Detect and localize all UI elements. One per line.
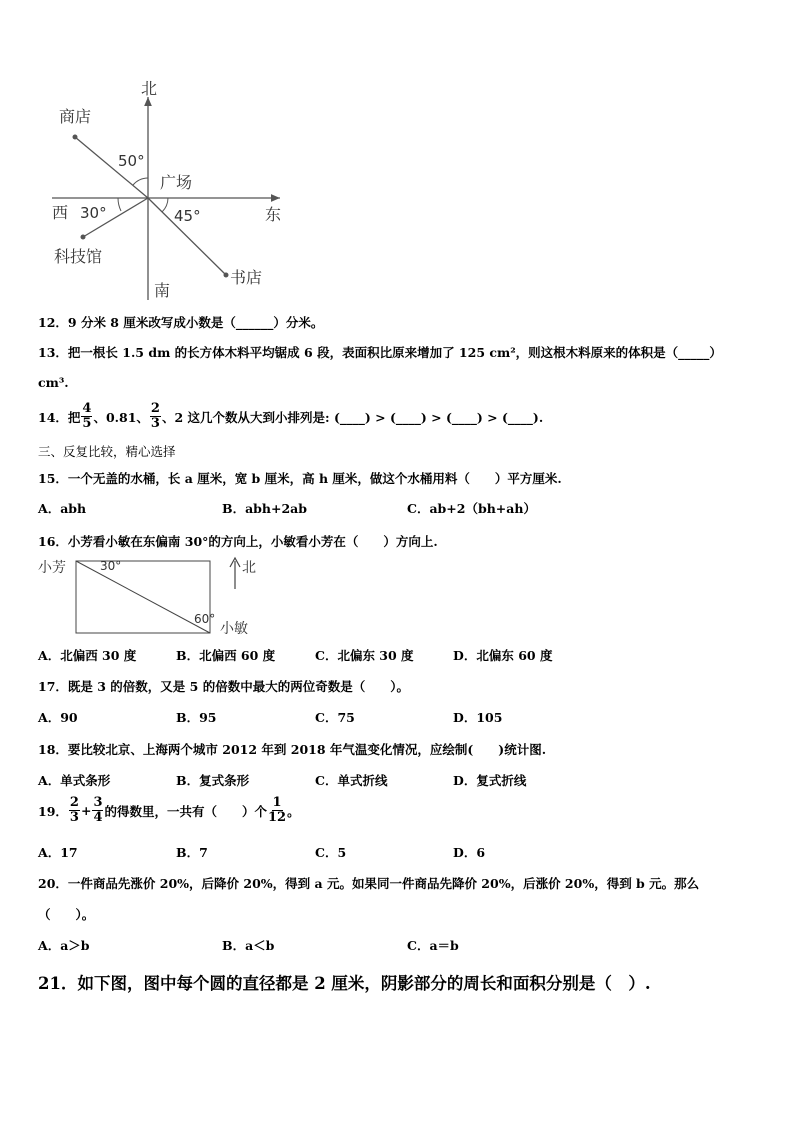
q19-plus: + bbox=[80, 803, 92, 818]
angle-30: 30° bbox=[80, 204, 107, 222]
q15-text: 15．一个无盖的水桶，长 a 厘米，宽 b 厘米，高 h 厘米，做这个水桶用料（ ）平方厘米. bbox=[38, 471, 562, 486]
q19-f3-den: 12 bbox=[268, 810, 287, 825]
label-north: 北 bbox=[141, 79, 158, 98]
q19-f2-num: 3 bbox=[93, 795, 103, 810]
label-south: 南 bbox=[154, 281, 171, 300]
q15-option-b: B．abh+2ab bbox=[222, 501, 308, 516]
q14-f2-num: 2 bbox=[150, 401, 160, 416]
q16-figure bbox=[30, 553, 270, 643]
q14-f2-den: 3 bbox=[150, 416, 160, 431]
q16-diagonal bbox=[76, 561, 210, 633]
label-east: 东 bbox=[265, 205, 282, 224]
q16-option-c: C．北偏东 30 度 bbox=[315, 648, 414, 663]
q15-option-a: A．abh bbox=[38, 501, 87, 516]
q14-suffix: 、2 这几个数从大到小排列是: (____) > (____) > (____) > (____). bbox=[161, 409, 544, 425]
q20-option-c: C．a＝b bbox=[407, 938, 459, 953]
q13-line2: cm³. bbox=[38, 375, 69, 390]
q14-f1-num: 4 bbox=[82, 401, 92, 416]
q17-option-a: A．90 bbox=[38, 710, 78, 725]
tech-point bbox=[81, 235, 86, 240]
q16-option-a: A．北偏西 30 度 bbox=[38, 648, 137, 663]
q18-text: 18．要比较北京、上海两个城市 2012 年到 2018 年气温变化情况，应绘制( )统计图. bbox=[38, 742, 547, 757]
q16-text: 16．小芳看小敏在东偏南 30°的方向上，小敏看小芳在（ ）方向上. bbox=[38, 534, 438, 549]
q17-option-d: D．105 bbox=[453, 710, 503, 725]
q16-option-b: B．北偏西 60 度 bbox=[176, 648, 276, 663]
q14-mid: 、0.81、 bbox=[93, 409, 149, 425]
q14-fraction-1 bbox=[81, 402, 92, 431]
q19-f1-den: 3 bbox=[69, 810, 79, 825]
q18-option-a: A．单式条形 bbox=[38, 773, 111, 788]
angle-50: 50° bbox=[118, 152, 145, 170]
q19-fraction-2 bbox=[92, 796, 103, 825]
arc-50 bbox=[133, 178, 148, 185]
q19-f1-num: 2 bbox=[69, 795, 79, 810]
q16-label-xiaomin: 小敏 bbox=[220, 621, 248, 637]
q19-option-b: B．7 bbox=[176, 845, 208, 860]
arc-30 bbox=[118, 198, 121, 211]
q16-angle-top: 30° bbox=[100, 559, 122, 573]
book-point bbox=[224, 273, 229, 278]
q14-fraction-2 bbox=[150, 402, 161, 431]
q12-text: 12．9 分米 8 厘米改写成小数是（______）分米。 bbox=[38, 315, 324, 330]
q20-option-b: B．a＜b bbox=[222, 938, 275, 953]
q19-fraction-1 bbox=[69, 796, 80, 825]
label-center: 广场 bbox=[160, 173, 193, 192]
q19-option-c: C．5 bbox=[315, 845, 347, 860]
q17-text: 17．既是 3 的倍数，又是 5 的倍数中最大的两位奇数是（ ）。 bbox=[38, 679, 409, 694]
label-shop: 商店 bbox=[59, 107, 92, 126]
section-title: 三、反复比较，精心选择 bbox=[38, 444, 176, 459]
q19-fraction-3 bbox=[268, 796, 286, 825]
q19-option-d: D．6 bbox=[453, 845, 486, 860]
q19 bbox=[38, 796, 300, 825]
label-tech: 科技馆 bbox=[54, 247, 103, 266]
q13-line1: 13．把一根长 1.5 dm 的长方体木料平均锯成 6 段，表面积比原来增加了 125 cm²，则这根木料原来的体积是（_____） bbox=[38, 345, 722, 360]
q18-option-d: D．复式折线 bbox=[453, 773, 527, 788]
q19-f3-num: 1 bbox=[272, 795, 282, 810]
q17-option-b: B．95 bbox=[176, 710, 217, 725]
q19-mid: 的得数里，一共有（ ）个 bbox=[104, 803, 267, 819]
q15-option-c: C．ab+2（bh+ah） bbox=[407, 501, 536, 516]
q16-label-xiaofang: 小芳 bbox=[38, 560, 66, 576]
q14 bbox=[38, 402, 543, 431]
q16-option-d: D．北偏东 60 度 bbox=[453, 648, 553, 663]
q19-prefix: 19． bbox=[38, 803, 68, 819]
q21-text: 21．如下图，图中每个圆的直径都是 2 厘米，阴影部分的周长和面积分别是（ ）. bbox=[38, 974, 651, 993]
q19-end: 。 bbox=[287, 803, 300, 819]
compass-figure bbox=[0, 0, 794, 310]
q20-line1: 20．一件商品先涨价 20%，后降价 20%，得到 a 元。如果同一件商品先降价 20%，后涨价 20%，得到 b 元。那么 bbox=[38, 876, 700, 891]
q19-f2-den: 4 bbox=[93, 810, 103, 825]
label-west: 西 bbox=[52, 203, 69, 222]
q20-line2: （ ）。 bbox=[38, 907, 95, 922]
q20-option-a: A．a＞b bbox=[38, 938, 90, 953]
q14-prefix: 14．把 bbox=[38, 409, 81, 425]
angle-45: 45° bbox=[174, 207, 201, 225]
q18-option-c: C．单式折线 bbox=[315, 773, 388, 788]
label-book: 书店 bbox=[230, 268, 263, 287]
q18-option-b: B．复式条形 bbox=[176, 773, 250, 788]
q19-option-a: A．17 bbox=[38, 845, 78, 860]
q16-label-north: 北 bbox=[242, 560, 256, 576]
q16-angle-bottom: 60° bbox=[194, 612, 216, 626]
arc-45 bbox=[162, 198, 168, 212]
q17-option-c: C．75 bbox=[315, 710, 355, 725]
shop-point bbox=[73, 135, 78, 140]
q14-f1-den: 5 bbox=[82, 416, 92, 431]
